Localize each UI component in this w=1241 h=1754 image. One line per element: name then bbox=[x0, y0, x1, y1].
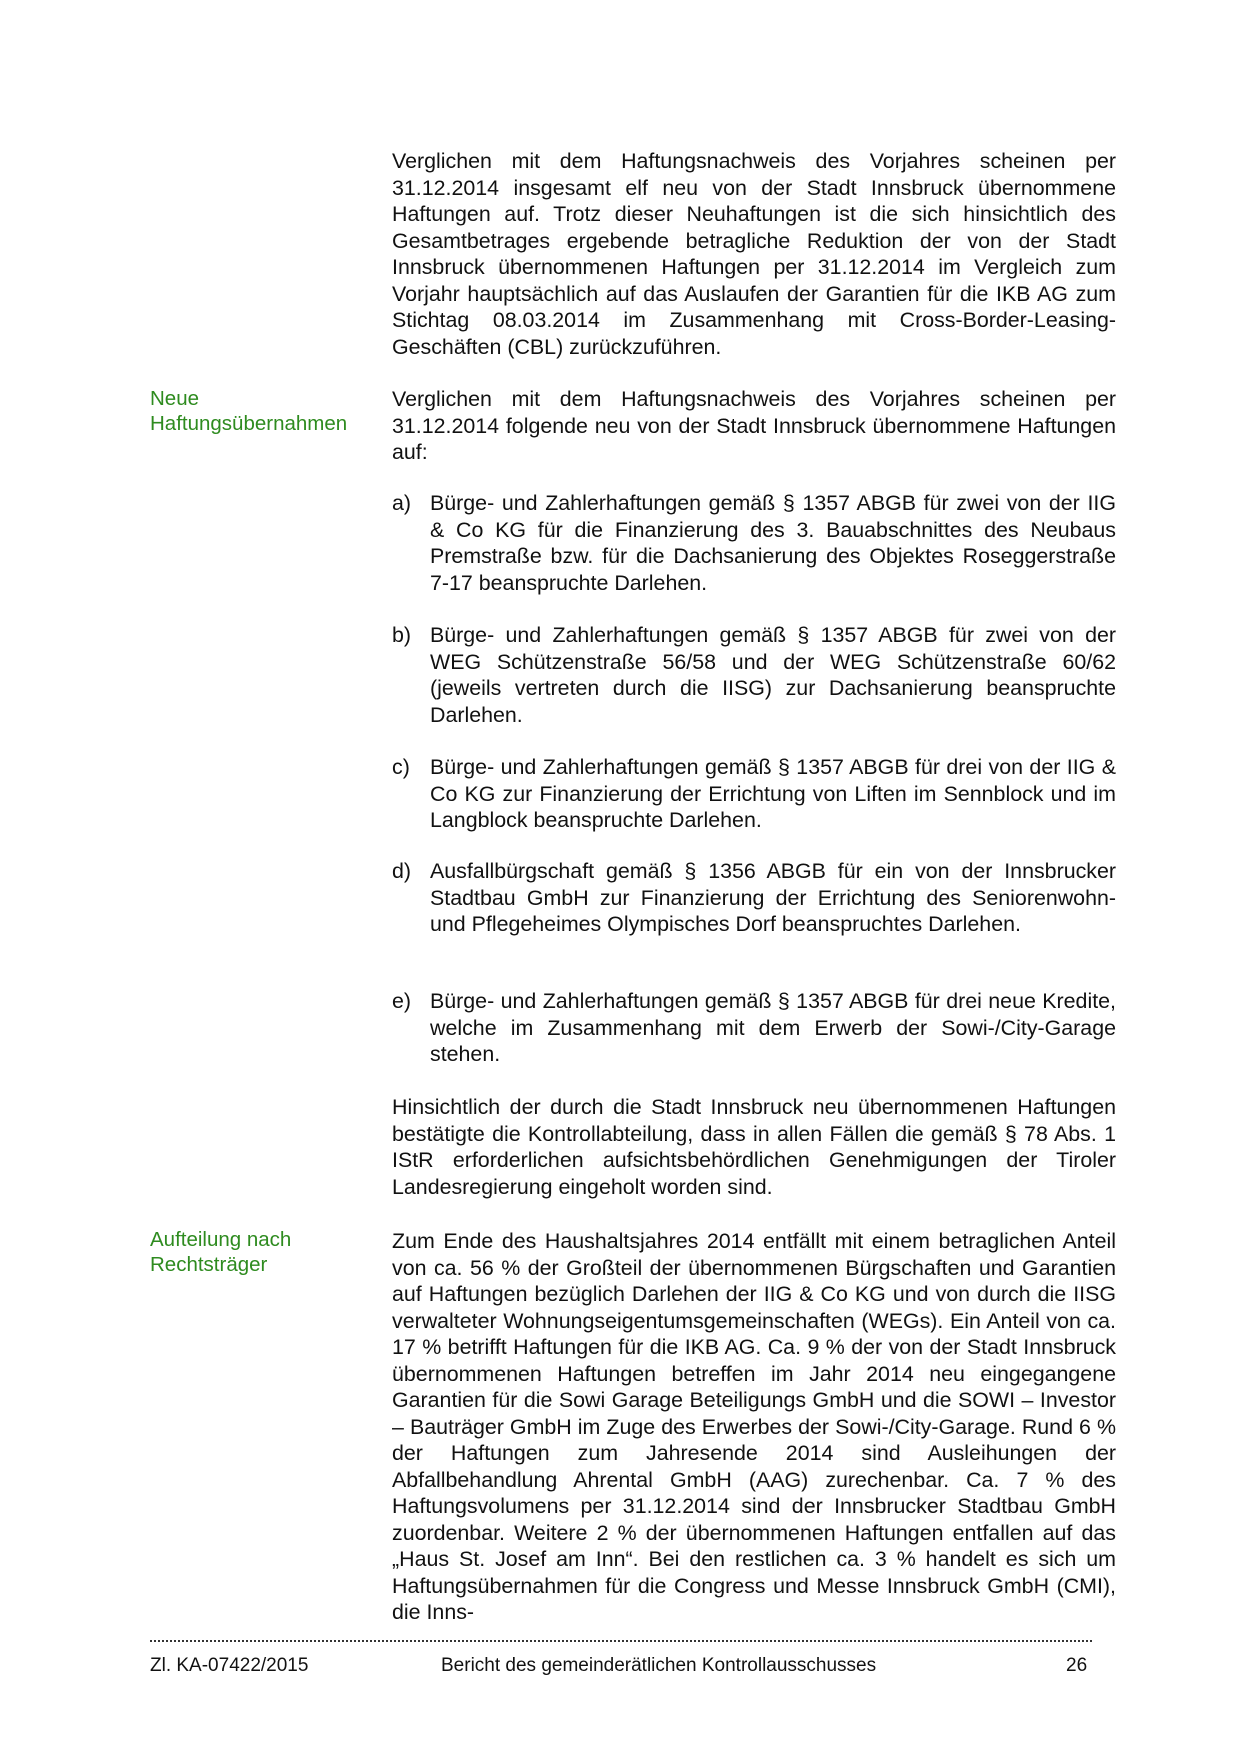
footer-title: Bericht des gemeinderätlichen Kontrollausschusses bbox=[441, 1655, 877, 1676]
list-marker: e) bbox=[392, 989, 412, 1013]
list-item bbox=[392, 988, 1116, 1068]
list-item bbox=[392, 490, 1116, 596]
paragraph-approvals bbox=[392, 1094, 1116, 1200]
list-item bbox=[392, 858, 1116, 938]
paragraph-intro bbox=[392, 148, 1116, 360]
paragraph-text: Hinsichtlich der durch die Stadt Innsbruck neu übernommenen Haftungen bestätigte die Kontrollabteilung, dass in allen Fällen die gemäß § 78 Abs. 1 IStR erforderlichen aufsichtsbehördlichen Genehmigungen der Tiroler Landesregierung eingeholt worden sind. bbox=[392, 1095, 1116, 1199]
footer-divider bbox=[150, 1640, 1092, 1642]
list-marker: a) bbox=[392, 491, 412, 515]
footer-reference: Zl. KA-07422/2015 bbox=[150, 1655, 309, 1676]
list-text: Bürge- und Zahlerhaftungen gemäß § 1357 ABGB für zwei von der WEG Schützenstraße 56/58 und der WEG Schützenstraße 60/62 (jeweils vertreten durch die IISG) zur Dachsanierung beanspruchte Darlehen. bbox=[430, 623, 1116, 727]
list-text: Ausfallbürgschaft gemäß § 1356 ABGB für ein von der Innsbrucker Stadtbau GmbH zur Finanzierung der Errichtung des Seniorenwohn- und Pflegeheimes Olympisches Dorf beanspruchtes Darlehen. bbox=[430, 859, 1116, 936]
list-marker: c) bbox=[392, 755, 410, 779]
list-marker: d) bbox=[392, 859, 412, 883]
paragraph-text: Zum Ende des Haushaltsjahres 2014 entfällt mit einem betraglichen Anteil von ca. 56 % der Großteil der übernommenen Bürgschaften und Garantien auf Haftungen bezüglich Darlehen der IIG & Co KG und von durch die IISG verwalteter Wohnungseigentumsgemeinschaften (WEGs). Ein Anteil von ca. 17 % betrifft Haftungen für die IKB AG. Ca. 9 % der von der Stadt Innsbruck übernommenen Haftungen betreffen im Jahr 2014 neu eingegangene Garantien für die Sowi Garage Beteiligungs GmbH und die SOWI – Investor – Bauträger GmbH im Zuge des Erwerbes der Sowi-/City-Garage. Rund 6 % der Haftungen zum Jahresende 2014 sind Ausleihungen der Abfallbehandlung Ahrental GmbH (AAG) zurechenbar. Ca. 7 % des Haftungsvolumens per 31.12.2014 sind der Innsbrucker Stadtbau GmbH zuordenbar. Weitere 2 % der übernommenen Haftungen entfallen auf das „Haus St. Josef am Inn“. Bei den restlichen ca. 3 % handelt es sich um Haftungsübernahmen für die Congress und Messe Innsbruck GmbH (CMI), die Inns- bbox=[392, 1229, 1116, 1624]
list-text: Bürge- und Zahlerhaftungen gemäß § 1357 ABGB für drei von der IIG & Co KG zur Finanzierung der Errichtung von Liften im Sennblock und im Langblock beanspruchte Darlehen. bbox=[430, 755, 1116, 832]
margin-label-aufteilung-nach-rechtstraeger: Aufteilung nach Rechtsträger bbox=[150, 1228, 292, 1276]
list-text: Bürge- und Zahlerhaftungen gemäß § 1357 ABGB für zwei von der IIG & Co KG für die Finanzierung des 3. Bauabschnittes des Neubaus Premstraße bzw. für die Dachsanierung des Objektes Roseggerstraße 7-17 beanspruchte Darlehen. bbox=[430, 491, 1116, 595]
margin-label-neue-haftungsuebernahmen: Neue Haftungsübernahmen bbox=[150, 387, 348, 435]
paragraph-text: Verglichen mit dem Haftungsnachweis des Vorjahres scheinen per 31.12.2014 folgende neu von der Stadt Innsbruck übernommene Haftungen auf: bbox=[392, 387, 1116, 464]
list-marker: b) bbox=[392, 623, 412, 647]
list-item bbox=[392, 622, 1116, 728]
list-text: Bürge- und Zahlerhaftungen gemäß § 1357 ABGB für drei neue Kredite, welche im Zusammenhang mit dem Erwerb der Sowi-/City-Garage stehen. bbox=[430, 989, 1116, 1066]
list-item bbox=[392, 754, 1116, 834]
page-number: 26 bbox=[1066, 1655, 1088, 1676]
paragraph-text: Verglichen mit dem Haftungsnachweis des Vorjahres scheinen per 31.12.2014 insgesamt elf neu von der Stadt Innsbruck übernommene Haftungen auf. Trotz dieser Neuhaftungen ist die sich hinsichtlich des Gesamtbetrages ergebende betragliche Reduktion der von der Stadt Innsbruck übernommenen Haftungen per 31.12.2014 im Vergleich zum Vorjahr hauptsächlich auf das Auslaufen der Garantien für die IKB AG zum Stichtag 08.03.2014 im Zusammenhang mit Cross-Border-Leasing-Geschäften (CBL) zurückzuführen. bbox=[392, 149, 1116, 359]
paragraph-new-liabilities bbox=[392, 386, 1116, 466]
paragraph-distribution bbox=[392, 1228, 1116, 1626]
